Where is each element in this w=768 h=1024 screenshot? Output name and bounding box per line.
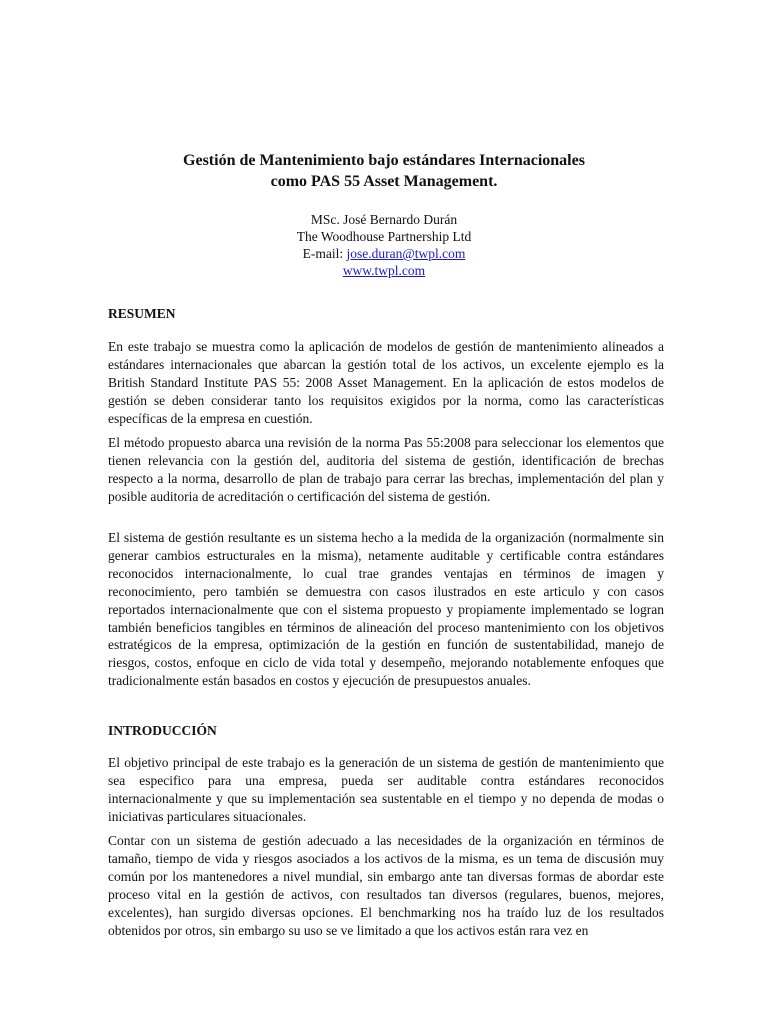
resumen-paragraph-3 [108,529,664,690]
email-label: E-mail: [302,246,347,261]
resumen-paragraph-1 [108,338,664,428]
paragraph-text: El método propuesto abarca una revisión de la norma Pas 55:2008 para seleccionar los elementos que tienen relevancia con la gestión del, auditoria del sistema de gestión, identificación de brechas respecto a la norma, desarrollo de plan de trabajo para cerrar las brechas, implementación del plan y posible auditoria de acreditación o certificación del sistema de gestión. [108,435,664,504]
author-block [0,211,768,279]
introduccion-heading: INTRODUCCIÓN [108,723,217,738]
resumen-paragraph-2 [108,434,664,506]
title-line-1: Gestión de Mantenimiento bajo estándares Internacionales [183,152,585,169]
paragraph-text: El objetivo principal de este trabajo es la generación de un sistema de gestión de mantenimiento que sea especifico para una empresa, pueda ser auditable contra estándares reconocidos internacionalmente y que su implementación sea sustentable en el tiempo y no dependa de modas o iniciativas particulares situacionales. [108,755,664,824]
paragraph-text: Contar con un sistema de gestión adecuado a las necesidades de la organización en términos de tamaño, tiempo de vida y riesgos asociados a los activos de la misma, es un tema de discusión muy común por los mantenedores a nivel mundial, sin embargo ante tan diversas formas de abordar este proceso vital en la gestión de activos, con resultados tan diversos (regulares, buenos, mejores, excelentes), han surgido diversas opciones. El benchmarking nos ha traído luz de los resultados obtenidos por otros, sin embargo su uso se ve limitado a que los activos están rara vez en [108,833,664,938]
author-website-line [0,262,768,279]
intro-paragraph-2 [108,832,664,939]
website-link[interactable]: www.twpl.com [342,263,426,278]
title-line-2: como PAS 55 Asset Management. [270,173,498,190]
resumen-heading: RESUMEN [108,306,176,321]
email-link[interactable]: jose.duran@twpl.com [346,246,466,261]
paragraph-text: En este trabajo se muestra como la aplicación de modelos de gestión de mantenimiento alineados a estándares internacionales que abarcan la gestión total de los activos, un excelente ejemplo es la British Standard Institute PAS 55: 2008 Asset Management. En la aplicación de estos modelos de gestión se deben considerar tanto los requisitos exigidos por la norma, como las características específicas de la empresa en cuestión. [108,339,664,426]
author-name: MSc. José Bernardo Durán [310,212,458,227]
author-company: The Woodhouse Partnership Ltd [296,229,472,244]
author-email-line [0,245,768,262]
intro-paragraph-1 [108,754,664,826]
document-title [0,150,768,192]
paragraph-text: El sistema de gestión resultante es un sistema hecho a la medida de la organización (normalmente sin generar cambios estructurales en la misma), netamente auditable y certificable contra estándares reconocidos internacionalmente, lo cual trae grandes ventajas en términos de imagen y reconocimiento, pero también se demuestra con casos ilustrados en este articulo y con casos reportados internacionalmente que con el sistema propuesto y propiamente implementado se logran también beneficios tangibles en términos de alineación del proceso mantenimiento con los objetivos estratégicos de la empresa, optimización de la gestión en función de sustentabilidad, manejo de riesgos, costos, enfoque en ciclo de vida total y desempeño, mejorando notablemente enfoques que tradicionalmente están basados en costos y ejecución de presupuestos anuales. [108,530,664,689]
